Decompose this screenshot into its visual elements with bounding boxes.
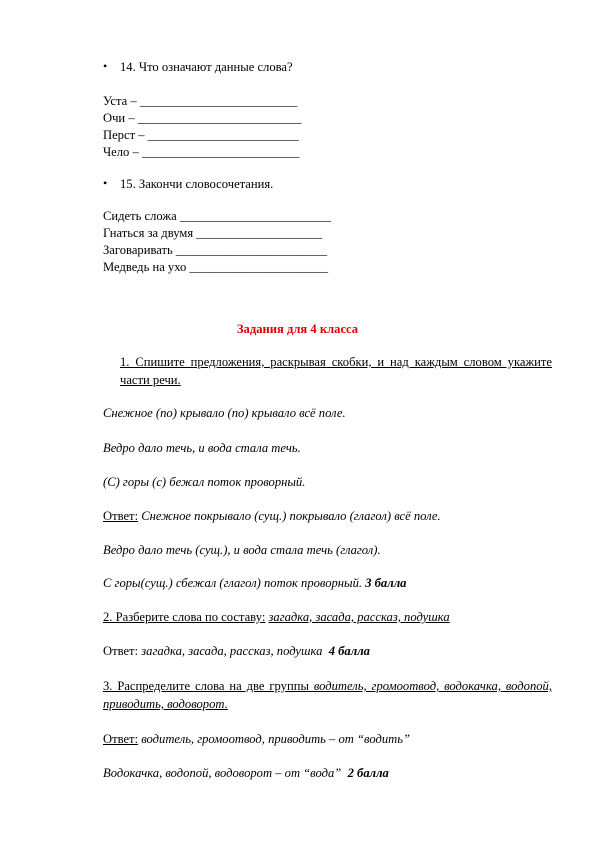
sentence-2: Ведро дало течь, и вода стала течь. xyxy=(103,441,301,455)
task-2-words: загадка, засада, рассказ, подушка xyxy=(268,610,450,624)
line-zagovarivat: Заговаривать ________________________ xyxy=(103,243,328,257)
answer-3-text: С горы(сущ.) сбежал (глагол) поток проворный. xyxy=(103,576,363,590)
sentence-3: (С) горы (с) бежал поток проворный. xyxy=(103,475,306,489)
score: 4 балла xyxy=(328,644,370,658)
answer-1 xyxy=(103,508,441,524)
bullet: • xyxy=(103,176,108,190)
question-14: 14. Что означают данные слова? xyxy=(120,60,293,74)
answer-label: Ответ: xyxy=(103,509,139,523)
bullet: • xyxy=(103,59,108,73)
answer-label: Ответ: xyxy=(103,644,139,658)
answer-task-3 xyxy=(103,731,410,747)
line-sidet: Сидеть сложа ________________________ xyxy=(103,209,331,223)
task-3-prefix: 3. Распределите слова на две группы xyxy=(103,679,309,693)
line-gnatsya: Гнаться за двумя ____________________ xyxy=(103,226,323,240)
line-usta: Уста – _________________________ xyxy=(103,94,298,108)
answer-label: Ответ: xyxy=(103,732,139,746)
score: 3 балла xyxy=(365,576,407,590)
task-2-prefix: 2. Разберите слова по составу: xyxy=(103,610,266,624)
task-3 xyxy=(103,677,552,713)
task-1: 1. Спишите предложения, раскрывая скобки, и над каждым словом укажите части речи. xyxy=(120,355,552,387)
answer-2: Ведро дало течь (сущ.), и вода стала течь (глагол). xyxy=(103,543,381,557)
answer-task-3b-text: Водокачка, водопой, водоворот – от “вода” xyxy=(103,766,342,780)
line-medved: Медведь на ухо ______________________ xyxy=(103,260,329,274)
answer-1-text: Снежное покрывало (сущ.) покрывало (глагол) всё поле. xyxy=(141,509,441,523)
line-perst: Перст – ________________________ xyxy=(103,128,299,142)
answer-task-2-words: загадка, засада, рассказ, подушка xyxy=(141,644,323,658)
answer-task-2 xyxy=(103,643,370,659)
answer-3 xyxy=(103,575,406,591)
score: 2 балла xyxy=(347,766,389,780)
question-15: 15. Закончи словосочетания. xyxy=(120,177,274,191)
answer-task-3-text: водитель, громоотвод, приводить – от “водить” xyxy=(141,732,410,746)
line-ochi: Очи – __________________________ xyxy=(103,111,302,125)
section-title: Задания для 4 класса xyxy=(236,322,359,336)
answer-task-3b xyxy=(103,765,389,781)
line-chelo: Чело – _________________________ xyxy=(103,145,300,159)
sentence-1: Снежное (по) крывало (по) крывало всё поле. xyxy=(103,406,346,420)
task-3-words: водитель, громоотвод, водокачка, водопой, приводить, водоворот. xyxy=(103,679,552,711)
task-2 xyxy=(103,609,450,625)
